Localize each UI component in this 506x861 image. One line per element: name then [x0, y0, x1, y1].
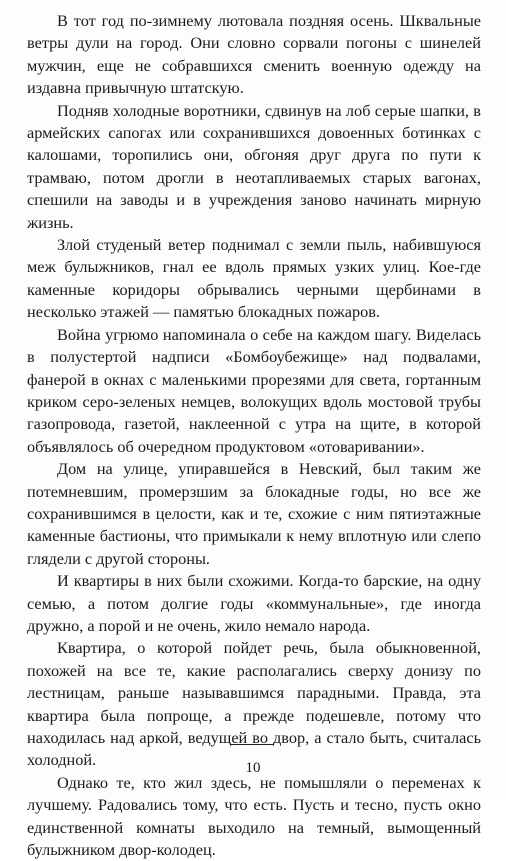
paragraph-6: И квартиры в них были схожими. Когда-то барские, на одну семью, а потом долгие годы «коммунальные», где иногда дружно, а порой и не очень, жило немало народа. — [27, 571, 481, 635]
paragraph-7: Квартира, о которой пойдет речь, была обыкновенной, похожей на все те, какие располагались сверху донизу по лестницам, раньше называвшимся парадными. Правда, эта квартира была попроще, а прежде подешевле, потому что находилась над аркой, ведущей во двор, а стало быть, считалась холодной. — [27, 638, 481, 770]
paragraph-2: Подняв холодные воротники, сдвинув на лоб серые шапки, в армейских сапогах или сохранившихся довоенных ботинках с калошами, торопились они, обгоняя друг друга по пути к трамваю, потом дрогли в неотапливаемых старых вагонах, спешили на заводы и в учреждения заново начинать мирную жизнь. — [27, 100, 481, 232]
paragraph-4: Война угрюмо напоминала о себе на каждом шагу. Виделась в полустертой надписи «Бомбоубежище» над подвалами, фанерой в окнах с маленькими прорезями для света, гортанным криком серо-зеленых немцев, волокущих вдоль мостовой трубы газопровода, газетой, наклеенной с утра на щите, в которой объявлялось об очередном продуктовом «отоваривании». — [27, 324, 481, 456]
paragraph-1: В тот год по-зимнему лютовала поздняя осень. Шквальные ветры дули на город. Они словно сорвали погоны с шинелей мужчин, еще не собравшихся сменить военную одежду на издавна привычную штатскую. — [27, 11, 481, 98]
page-number: 10 — [245, 760, 261, 776]
paragraph-5: Дом на улице, упиравшейся в Невский, был таким же потемневшим, промерзшим за блокадные годы, но все же сохранившимся в целости, как и те, схожие с ним пятиэтажные каменные бастионы, что примыкали к нему вплотную или слепо глядели с другой стороны. — [27, 459, 481, 568]
paragraph-3: Злой студеный ветер поднимал с земли пыль, набившуюся меж булыжников, гнал ее вдоль прямых узких улиц. Кое-где каменные коридоры обрывались черными щербинами в несколько этажей — памятью блокадных пожаров. — [27, 235, 481, 322]
body-text — [27, 10, 481, 861]
footer-rule — [230, 744, 274, 745]
paragraph-8: Однако те, кто жил здесь, не помышляли о переменах к лучшему. Радовались тому, что есть. Пусть и тесно, пусть окно единственной комнаты выходило на темный, вымощенный булыжником двор-колодец. — [27, 772, 481, 860]
